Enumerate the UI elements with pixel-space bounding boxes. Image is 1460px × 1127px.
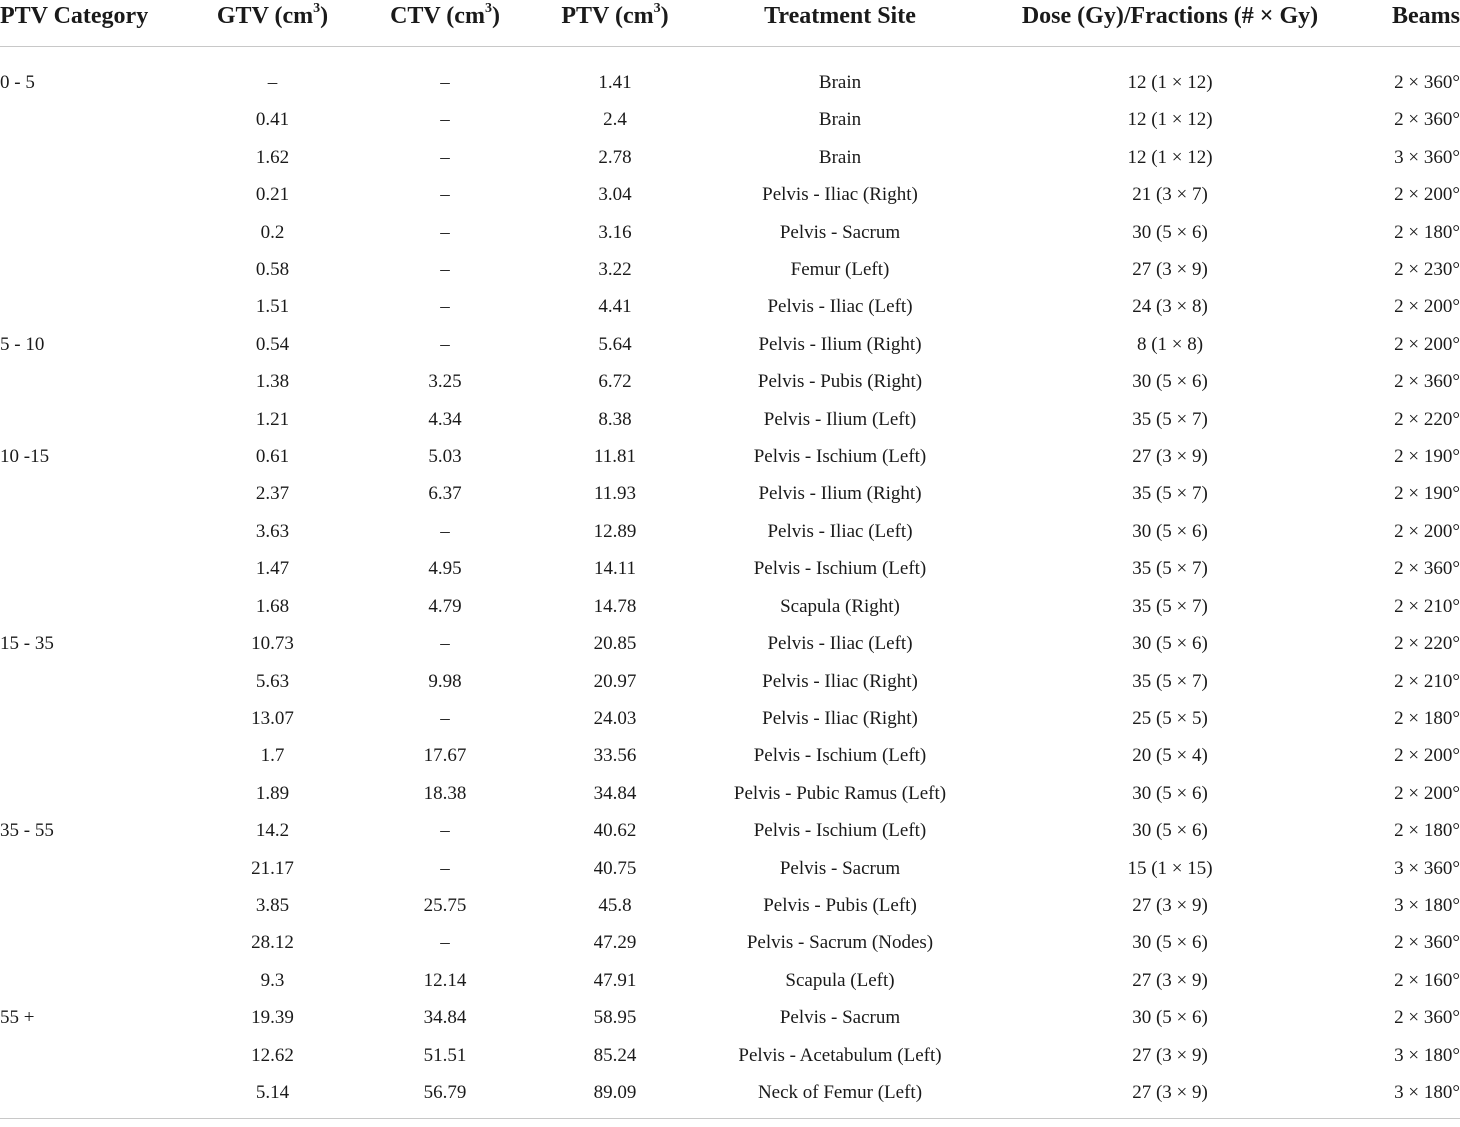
cell-gtv: 10.73 <box>251 633 294 655</box>
cell-beams: 2 × 200° <box>1394 184 1460 206</box>
cell-dose-fractions: 21 (3 × 7) <box>1132 184 1208 206</box>
cell-ctv: – <box>440 857 450 879</box>
cell-treatment-site: Pelvis - Ischium (Left) <box>753 446 927 468</box>
cell-ptv: 14.11 <box>593 558 637 580</box>
cell-ptv-category <box>0 475 190 512</box>
cell-ptv: 85.24 <box>593 1044 637 1066</box>
cell-gtv: 12.62 <box>251 1044 294 1066</box>
header-dose-fractions: Dose (Gy)/Fractions (# × Gy) <box>985 0 1355 47</box>
cell-ptv-category <box>0 251 190 288</box>
cell-ptv: 40.75 <box>593 857 637 879</box>
table-row <box>0 401 1460 438</box>
cell-gtv: 1.68 <box>255 595 290 617</box>
cell-ctv: – <box>440 296 450 318</box>
table-row <box>0 326 1460 363</box>
cell-dose-fractions: 27 (3 × 9) <box>1132 1044 1208 1066</box>
header-ctv-label: CTV (cm <box>390 3 485 29</box>
cell-ptv-category <box>0 363 190 400</box>
cell-gtv: – <box>267 72 278 93</box>
cell-beams: 3 × 360° <box>1394 146 1460 168</box>
cell-dose-fractions: 12 (1 × 12) <box>1127 109 1213 131</box>
cell-treatment-site: Pelvis - Ilium (Left) <box>763 408 917 430</box>
cell-ctv: – <box>440 520 450 542</box>
cell-treatment-site: Pelvis - Sacrum <box>779 1007 901 1029</box>
header-ptv-close: ) <box>660 3 669 29</box>
cell-ptv: 47.91 <box>593 969 637 991</box>
cell-dose-fractions: 35 (5 × 7) <box>1132 408 1208 430</box>
header-ctv-exponent: 3 <box>484 1 492 16</box>
cell-gtv: 5.63 <box>255 670 290 692</box>
table-body <box>0 47 1460 1119</box>
cell-dose-fractions: 30 (5 × 6) <box>1132 820 1208 842</box>
cell-ctv: – <box>440 932 450 954</box>
cell-dose-fractions: 27 (3 × 9) <box>1132 894 1208 916</box>
cell-dose-fractions: 27 (3 × 9) <box>1132 446 1208 468</box>
cell-ptv-category <box>0 775 190 812</box>
cell-beams: 2 × 200° <box>1394 520 1460 542</box>
spacer-cell <box>0 47 1460 65</box>
cell-ctv: 6.37 <box>428 483 462 505</box>
cell-ctv: 25.75 <box>423 894 467 916</box>
table-row <box>0 737 1460 774</box>
header-beams: Beams <box>1355 0 1460 47</box>
cell-treatment-site: Pelvis - Pubic Ramus (Left) <box>733 782 947 804</box>
cell-ptv: 3.22 <box>598 259 632 281</box>
cell-beams: 2 × 190° <box>1394 483 1460 505</box>
cell-ctv: 51.51 <box>423 1044 467 1066</box>
table-row <box>0 775 1460 812</box>
cell-ptv: 47.29 <box>593 932 637 954</box>
cell-ptv-category <box>0 887 190 924</box>
cell-treatment-site: Pelvis - Sacrum (Nodes) <box>746 932 934 954</box>
spacer-row <box>0 47 1460 65</box>
cell-treatment-site: Scapula (Left) <box>785 969 895 991</box>
cell-dose-fractions: 24 (3 × 8) <box>1132 296 1208 318</box>
cell-ptv-category: 15 - 35 <box>0 633 54 655</box>
cell-ptv-category: 5 - 10 <box>0 333 45 355</box>
cell-beams: 2 × 360° <box>1394 1007 1460 1029</box>
cell-ctv: 4.95 <box>428 558 462 580</box>
table-row <box>0 214 1460 251</box>
cell-dose-fractions: 27 (3 × 9) <box>1132 969 1208 991</box>
cell-beams: 2 × 190° <box>1394 446 1460 468</box>
cell-treatment-site: Pelvis - Ischium (Left) <box>753 745 927 767</box>
table-row <box>0 1037 1460 1074</box>
cell-ptv-category: 10 -15 <box>0 446 50 468</box>
cell-treatment-site: Pelvis - Sacrum <box>779 857 901 879</box>
cell-ptv: 11.93 <box>593 483 637 505</box>
table-row <box>0 288 1460 325</box>
cell-ctv: – <box>440 633 450 655</box>
cell-treatment-site: Pelvis - Pubis (Right) <box>757 371 923 393</box>
cell-ctv: 4.79 <box>428 595 462 617</box>
cell-dose-fractions: 30 (5 × 6) <box>1132 221 1208 243</box>
cell-ptv-category: 55 + <box>0 1007 35 1029</box>
table-row <box>0 924 1460 961</box>
cell-gtv: 21.17 <box>251 857 294 879</box>
cell-treatment-site: Pelvis - Iliac (Left) <box>767 520 913 542</box>
cell-treatment-site: Brain <box>818 109 862 131</box>
cell-ctv: 18.38 <box>423 782 467 804</box>
cell-gtv: 1.47 <box>255 558 290 580</box>
cell-dose-fractions: 15 (1 × 15) <box>1127 857 1213 879</box>
cell-gtv: 19.39 <box>251 1007 294 1029</box>
cell-ptv: 20.85 <box>593 633 637 655</box>
header-ctv-close: ) <box>491 3 500 29</box>
cell-ptv-category <box>0 101 190 138</box>
cell-ptv: 5.64 <box>598 333 632 355</box>
table-row <box>0 251 1460 288</box>
cell-ptv: 33.56 <box>593 745 637 767</box>
table-row <box>0 101 1460 138</box>
cell-ptv-category <box>0 176 190 213</box>
cell-ptv-category <box>0 663 190 700</box>
cell-ptv: 34.84 <box>593 782 637 804</box>
cell-ptv-category <box>0 401 190 438</box>
cell-gtv: 0.58 <box>255 259 290 281</box>
cell-treatment-site: Pelvis - Acetabulum (Left) <box>738 1044 942 1066</box>
cell-ptv: 2.4 <box>603 109 627 131</box>
cell-treatment-site: Neck of Femur (Left) <box>695 1074 985 1119</box>
cell-dose-fractions: 12 (1 × 12) <box>1127 72 1213 93</box>
cell-ptv-category <box>0 214 190 251</box>
cell-treatment-site: Pelvis - Iliac (Right) <box>762 670 918 692</box>
cell-beams: 2 × 360° <box>1394 72 1460 93</box>
cell-gtv: 0.2 <box>260 221 285 243</box>
table-row <box>0 588 1460 625</box>
cell-treatment-site: Brain <box>818 146 862 168</box>
table-row <box>0 1074 1460 1119</box>
cell-gtv: 1.62 <box>255 146 290 168</box>
header-ptv-label: PTV (cm <box>561 3 654 29</box>
cell-ptv-category <box>0 850 190 887</box>
cell-ctv: 56.79 <box>355 1074 535 1119</box>
cell-dose-fractions: 20 (5 × 4) <box>1132 745 1208 767</box>
cell-ptv: 6.72 <box>598 371 632 393</box>
cell-beams: 3 × 360° <box>1394 857 1460 879</box>
cell-ctv: – <box>440 72 450 93</box>
header-ptv <box>535 0 695 47</box>
cell-gtv: 9.3 <box>260 969 285 991</box>
cell-ptv-category <box>0 550 190 587</box>
cell-beams: 2 × 200° <box>1394 745 1460 767</box>
cell-gtv: 1.21 <box>255 408 290 430</box>
table-row <box>0 700 1460 737</box>
table-row <box>0 850 1460 887</box>
header-gtv <box>190 0 355 47</box>
cell-treatment-site: Pelvis - Ischium (Left) <box>753 558 927 580</box>
cell-dose-fractions: 12 (1 × 12) <box>1127 146 1213 168</box>
table-row <box>0 550 1460 587</box>
table-row <box>0 812 1460 849</box>
cell-ptv: 8.38 <box>598 408 632 430</box>
cell-ctv: 12.14 <box>423 969 467 991</box>
cell-ptv: 3.04 <box>598 184 632 206</box>
table-row <box>0 513 1460 550</box>
cell-beams: 3 × 180° <box>1394 1044 1460 1066</box>
cell-beams: 2 × 230° <box>1394 259 1460 281</box>
cell-beams: 2 × 360° <box>1394 371 1460 393</box>
table-row <box>0 139 1460 176</box>
cell-ctv: – <box>440 221 450 243</box>
cell-ptv: 45.8 <box>598 894 632 916</box>
cell-treatment-site: Femur (Left) <box>790 259 890 281</box>
cell-treatment-site: Brain <box>818 72 862 93</box>
cell-ctv: – <box>440 109 450 131</box>
cell-ptv: 58.95 <box>593 1007 637 1029</box>
table-row <box>0 438 1460 475</box>
cell-beams: 2 × 210° <box>1394 595 1460 617</box>
cell-gtv: 1.38 <box>255 371 290 393</box>
cell-gtv: 0.61 <box>255 446 290 468</box>
cell-dose-fractions: 35 (5 × 7) <box>1132 670 1208 692</box>
cell-ctv: 17.67 <box>423 745 467 767</box>
cell-gtv: 5.14 <box>190 1074 355 1119</box>
cell-beams: 3 × 180° <box>1355 1074 1460 1119</box>
cell-ptv-category <box>0 700 190 737</box>
cell-ptv: 1.41 <box>598 72 632 93</box>
cell-dose-fractions: 25 (5 × 5) <box>1132 707 1208 729</box>
cell-ptv-category <box>0 588 190 625</box>
cell-gtv: 1.51 <box>255 296 290 318</box>
cell-beams: 2 × 360° <box>1394 932 1460 954</box>
cell-ptv-category <box>0 1037 190 1074</box>
cell-gtv: 28.12 <box>251 932 294 954</box>
cell-dose-fractions: 35 (5 × 7) <box>1132 483 1208 505</box>
header-gtv-label: GTV (cm <box>216 3 314 29</box>
table-row <box>0 363 1460 400</box>
cell-ctv: – <box>440 707 450 729</box>
cell-beams: 3 × 180° <box>1394 894 1460 916</box>
cell-treatment-site: Pelvis - Iliac (Left) <box>767 633 913 655</box>
header-gtv-exponent: 3 <box>313 1 321 16</box>
cell-ctv: 5.03 <box>428 446 462 468</box>
cell-ptv: 24.03 <box>593 707 637 729</box>
cell-beams: 2 × 200° <box>1394 296 1460 318</box>
cell-beams: 2 × 360° <box>1394 558 1460 580</box>
cell-dose-fractions: 30 (5 × 6) <box>1132 520 1208 542</box>
cell-dose-fractions: 30 (5 × 6) <box>1132 633 1208 655</box>
cell-ptv: 89.09 <box>535 1074 695 1119</box>
cell-dose-fractions: 27 (3 × 9) <box>985 1074 1355 1119</box>
cell-ptv-category <box>0 1074 190 1119</box>
cell-ctv: – <box>440 259 450 281</box>
cell-treatment-site: Pelvis - Ischium (Left) <box>753 820 927 842</box>
cell-treatment-site: Pelvis - Sacrum <box>779 221 901 243</box>
cell-dose-fractions: 30 (5 × 6) <box>1132 782 1208 804</box>
cell-beams: 2 × 200° <box>1394 782 1460 804</box>
table-row <box>0 962 1460 999</box>
cell-ptv: 12.89 <box>593 520 637 542</box>
cell-beams: 2 × 220° <box>1394 633 1460 655</box>
cell-treatment-site: Pelvis - Pubis (Left) <box>763 894 917 916</box>
table-row <box>0 64 1460 101</box>
cell-treatment-site: Pelvis - Iliac (Right) <box>762 707 918 729</box>
cell-gtv: 3.85 <box>255 894 290 916</box>
cell-beams: 2 × 180° <box>1394 221 1460 243</box>
cell-gtv: 14.2 <box>255 820 290 842</box>
cell-ctv: – <box>440 184 450 206</box>
cell-ptv: 20.97 <box>593 670 637 692</box>
cell-treatment-site: Pelvis - Iliac (Right) <box>762 184 918 206</box>
cell-gtv: 0.54 <box>255 333 290 355</box>
cell-gtv: 3.63 <box>255 520 290 542</box>
cell-beams: 2 × 180° <box>1394 707 1460 729</box>
cell-ptv-category: 0 - 5 <box>0 72 35 93</box>
cell-gtv: 13.07 <box>251 707 294 729</box>
cell-dose-fractions: 27 (3 × 9) <box>1132 259 1208 281</box>
cell-treatment-site: Pelvis - Iliac (Left) <box>767 296 913 318</box>
cell-ptv: 14.78 <box>593 595 637 617</box>
header-row <box>0 0 1460 47</box>
cell-beams: 2 × 360° <box>1394 109 1460 131</box>
cell-dose-fractions: 8 (1 × 8) <box>1136 333 1204 355</box>
cell-beams: 2 × 200° <box>1394 333 1460 355</box>
cell-treatment-site: Scapula (Right) <box>780 595 900 617</box>
table-row <box>0 663 1460 700</box>
cell-gtv: 0.41 <box>255 109 290 131</box>
cell-ptv-category <box>0 139 190 176</box>
header-gtv-close: ) <box>320 3 329 29</box>
cell-dose-fractions: 35 (5 × 7) <box>1132 595 1208 617</box>
cell-ptv-category <box>0 513 190 550</box>
cell-ptv-category <box>0 962 190 999</box>
cell-ptv-category <box>0 737 190 774</box>
header-treatment-site: Treatment Site <box>695 0 985 47</box>
cell-ptv-category <box>0 924 190 961</box>
cell-ctv: – <box>440 146 450 168</box>
cell-gtv: 2.37 <box>255 483 290 505</box>
cell-ctv: 9.98 <box>428 670 462 692</box>
table-header <box>0 0 1460 47</box>
cell-gtv: 0.21 <box>255 184 290 206</box>
cell-dose-fractions: 30 (5 × 6) <box>1132 371 1208 393</box>
table-row <box>0 475 1460 512</box>
cell-ptv: 40.62 <box>593 820 637 842</box>
cell-ctv: – <box>440 333 450 355</box>
table-row <box>0 625 1460 662</box>
cell-ctv: 34.84 <box>423 1007 467 1029</box>
header-ptv-exponent: 3 <box>653 1 661 16</box>
cell-dose-fractions: 30 (5 × 6) <box>1132 1007 1208 1029</box>
table-row <box>0 887 1460 924</box>
table-row <box>0 999 1460 1036</box>
cell-treatment-site: Pelvis - Ilium (Right) <box>758 333 922 355</box>
cell-dose-fractions: 30 (5 × 6) <box>1132 932 1208 954</box>
cell-ctv: – <box>440 820 450 842</box>
cell-ctv: 3.25 <box>428 371 462 393</box>
cell-beams: 2 × 180° <box>1394 820 1460 842</box>
cell-ptv-category: 35 - 55 <box>0 820 54 842</box>
header-ptv-category: PTV Category <box>0 0 190 47</box>
cell-dose-fractions: 35 (5 × 7) <box>1132 558 1208 580</box>
cell-beams: 2 × 210° <box>1394 670 1460 692</box>
cell-ptv: 4.41 <box>598 296 632 318</box>
cell-treatment-site: Pelvis - Ilium (Right) <box>758 483 922 505</box>
cell-ptv: 11.81 <box>593 446 637 468</box>
cell-beams: 2 × 220° <box>1394 408 1460 430</box>
table-row <box>0 176 1460 213</box>
cell-ptv: 3.16 <box>598 221 632 243</box>
header-ctv <box>355 0 535 47</box>
cell-ctv: 4.34 <box>428 408 462 430</box>
cell-gtv: 1.7 <box>260 745 285 767</box>
cell-gtv: 1.89 <box>255 782 290 804</box>
cell-ptv: 2.78 <box>598 146 632 168</box>
cell-ptv-category <box>0 288 190 325</box>
cell-beams: 2 × 160° <box>1394 969 1460 991</box>
